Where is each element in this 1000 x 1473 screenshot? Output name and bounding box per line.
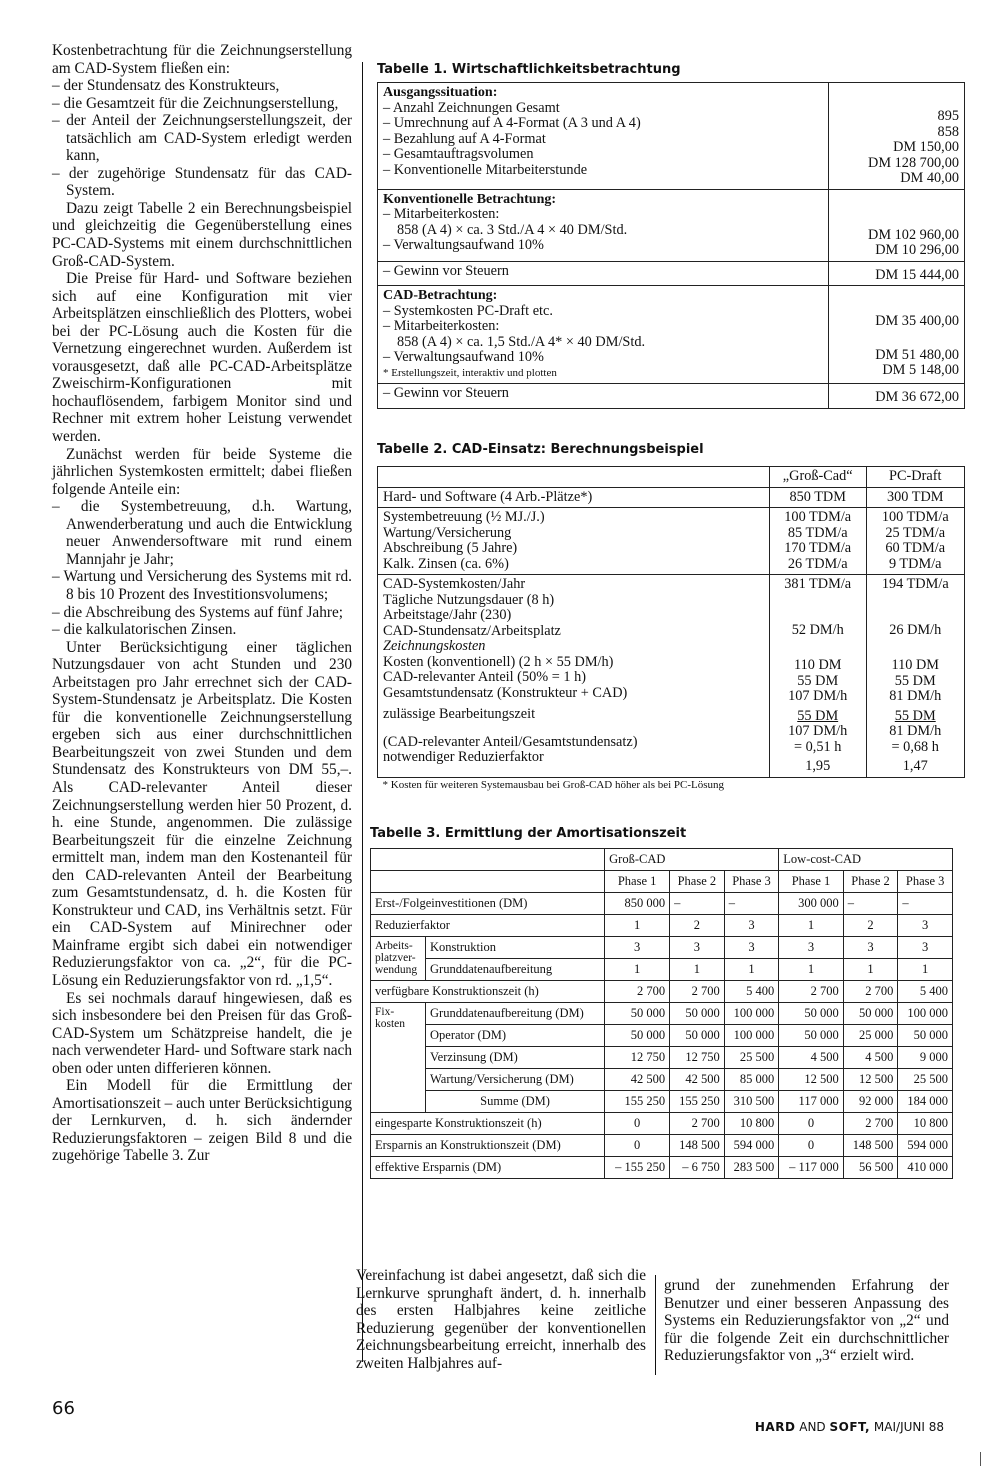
magazine-name-hard: HARD <box>754 1420 796 1434</box>
line: – Mitarbeiterkosten: <box>383 206 500 222</box>
value: 85 TDM/a <box>787 524 848 541</box>
table-cell <box>769 575 866 778</box>
table-row <box>371 937 953 959</box>
value: DM 10 296,00 <box>875 242 959 258</box>
table-cell: 850 000 <box>605 893 670 915</box>
left-text-column <box>52 42 352 1165</box>
value: 55 DM <box>894 707 936 724</box>
row-label: effektive Ersparnis (DM) <box>371 1157 605 1179</box>
lower-right-text <box>664 1277 949 1365</box>
row-label: Operator (DM) <box>426 1025 605 1047</box>
line: Tägliche Nutzungsdauer (8 h) <box>383 591 555 608</box>
table1 <box>377 82 965 409</box>
table-cell: 3 <box>670 937 725 959</box>
value: 858 <box>937 123 959 140</box>
value: 26 DM/h <box>889 621 942 638</box>
value: 110 DM <box>793 657 842 673</box>
table-cell: 56 500 <box>843 1157 898 1179</box>
footnote: * Kosten für weiteren Systemausbau bei Groß-CAD höher als bei PC-Lösung <box>382 778 725 791</box>
table-cell: 2 <box>843 915 898 937</box>
table-cell <box>378 83 829 190</box>
value: DM 150,00 <box>893 139 959 155</box>
table-cell: 2 700 <box>843 1113 898 1135</box>
table-cell: 50 000 <box>779 1025 843 1047</box>
table-cell: 100 000 <box>724 1025 779 1047</box>
table-cell: 1 <box>670 959 725 981</box>
value: 107 DM/h <box>788 723 848 739</box>
table-cell <box>378 467 770 488</box>
line: 858 (A 4) × ca. 1,5 Std./A 4* × 40 DM/Std. <box>397 333 646 350</box>
table-cell: 9 000 <box>898 1047 953 1069</box>
table-cell: 3 <box>843 937 898 959</box>
table-cell: 184 000 <box>898 1091 953 1113</box>
table-row <box>371 1025 953 1047</box>
value: 55 DM <box>797 672 839 689</box>
row-label: eingesparte Konstruktionszeit (h) <box>371 1113 605 1135</box>
table-row <box>371 893 953 915</box>
table-cell: 155 250 <box>605 1091 670 1113</box>
table-cell: 594 000 <box>724 1135 779 1157</box>
table-cell: 1 <box>605 915 670 937</box>
table-cell <box>371 871 605 893</box>
line: Zeichnungskosten <box>383 638 486 654</box>
line: – Bezahlung auf A 4-Format <box>383 130 546 147</box>
value: 26 TDM/a <box>787 555 848 572</box>
table-cell: 50 000 <box>670 1003 725 1025</box>
value: = 0,51 h <box>794 738 842 755</box>
table-row <box>371 1003 953 1025</box>
table-cell: 0 <box>779 1113 843 1135</box>
column-header: Phase 3 <box>724 871 779 893</box>
table-cell: 1 <box>843 959 898 981</box>
table-cell: 1 <box>605 959 670 981</box>
line: notwendiger Reduzierfaktor <box>383 749 544 765</box>
table-cell: 50 000 <box>605 1025 670 1047</box>
table-cell: 1 <box>779 959 843 981</box>
lower-middle-text <box>356 1267 646 1372</box>
value: 170 TDM/a <box>784 540 852 556</box>
table-cell: 12 500 <box>843 1069 898 1091</box>
list-item: – die Abschreibung des Systems auf fünf Jahre; <box>52 603 344 621</box>
column-header: Phase 1 <box>605 871 670 893</box>
table-cell: 2 700 <box>843 981 898 1003</box>
table-cell: 1 <box>898 959 953 981</box>
table1-caption: Tabelle 1. Wirtschaftlichkeitsbetrachtung <box>377 62 681 77</box>
table-cell <box>378 189 829 261</box>
table-cell: 3 <box>605 937 670 959</box>
line: Kosten (konventionell) (2 h × 55 DM/h) <box>383 653 614 670</box>
table-cell: 310 500 <box>724 1091 779 1113</box>
value: 81 DM/h <box>889 723 942 739</box>
line: – Verwaltungsaufwand 10% <box>383 237 544 253</box>
table-cell: 3 <box>898 937 953 959</box>
line: Wartung/Versicherung <box>383 524 512 541</box>
table-cell: 850 TDM <box>769 487 866 508</box>
table-row <box>371 981 953 1003</box>
table-cell: – <box>898 893 953 915</box>
table-row <box>378 487 965 508</box>
table-cell: – <box>843 893 898 915</box>
table-cell: 50 000 <box>898 1025 953 1047</box>
table-cell <box>378 261 829 286</box>
table-cell <box>866 575 965 778</box>
table-cell: 3 <box>779 937 843 959</box>
table-cell: 50 000 <box>670 1025 725 1047</box>
table-cell: 100 000 <box>724 1003 779 1025</box>
table-cell <box>828 83 964 190</box>
table-cell <box>828 286 964 384</box>
paragraph: Ein Modell für die Ermittlung der Amortisationszeit – auch unter Berücksichtigung der Lernkurven, d. h. sich ändernder Reduzierungsfaktoren – zeigen Bild 8 und die zugehörige Tabelle 3. Zur <box>52 1077 352 1165</box>
line: 858 (A 4) × ca. 3 Std./A 4 × 40 DM/Std. <box>397 221 628 238</box>
line: – Mitarbeiterkosten: <box>383 318 500 334</box>
table-row <box>371 1113 953 1135</box>
paragraph: Dazu zeigt Tabelle 2 ein Berechnungsbeispiel und gleichzeitig die Gegenüberstellung eines PC-CAD-Systems mit einem durchschnittlichen Groß-CAD-System. <box>52 199 352 270</box>
table-cell: Hard- und Software (4 Arb.-Plätze*) <box>378 487 770 508</box>
table-cell <box>828 261 964 286</box>
table-row <box>371 959 953 981</box>
table-cell: 25 500 <box>724 1047 779 1069</box>
table-cell: 117 000 <box>779 1091 843 1113</box>
table-cell: 594 000 <box>898 1135 953 1157</box>
table-cell: 410 000 <box>898 1157 953 1179</box>
table-cell: 2 <box>670 915 725 937</box>
table-cell: 1 <box>724 959 779 981</box>
table-row <box>378 286 965 384</box>
paragraph: grund der zunehmenden Erfahrung der Benutzer und einer besseren Anpassung des Systems ein Reduzierungsfaktor von „2“ und für die folgende Zeit ein durchschnittlicher Reduzierungsfaktor von „3“ erzielt wird. <box>664 1277 949 1365</box>
table-cell: 4 500 <box>779 1047 843 1069</box>
paragraph: Vereinfachung ist dabei angesetzt, daß sich die Lernkurve sprunghaft ändert, d. h. innerhalb des ersten Halbjahres keine zeitliche Reduzierung gegenüber der konventionellen Zeichnungsbearbeitung erreicht, innerhalb des zweiten Halbjahres auf- <box>356 1267 646 1372</box>
line: – Systemkosten PC-Draft etc. <box>383 302 553 319</box>
table-row <box>378 384 965 409</box>
column-rule <box>362 62 363 1362</box>
table-cell <box>371 849 605 871</box>
table-cell: – 6 750 <box>670 1157 725 1179</box>
row-label: Reduzierfaktor <box>371 915 605 937</box>
table-cell <box>378 508 770 575</box>
table-cell: 5 400 <box>724 981 779 1003</box>
line: – Verwaltungsaufwand 10% <box>383 349 544 365</box>
table-cell <box>378 575 770 778</box>
table-cell: 148 500 <box>670 1135 725 1157</box>
column-rule <box>655 1275 656 1375</box>
value: 25 TDM/a <box>885 524 946 541</box>
table-cell <box>866 508 965 575</box>
table-row <box>371 1069 953 1091</box>
list-item: – der Stundensatz des Konstrukteurs, <box>52 77 280 95</box>
table-cell <box>378 286 829 384</box>
column-header: PC-Draft <box>866 467 965 488</box>
line: – Anzahl Zeichnungen Gesamt <box>383 99 560 116</box>
line: – Konventionelle Mitarbeiterstunde <box>383 161 588 178</box>
row-group-label: Fix-kosten <box>371 1003 426 1113</box>
value: 381 TDM/a <box>784 576 852 592</box>
table-cell <box>828 189 964 261</box>
table-row <box>371 1091 953 1113</box>
table-cell <box>378 384 829 409</box>
paragraph: Unter Berücksichtigung einer täglichen Nutzungsdauer von acht Stunden und 230 Arbeitstagen pro Jahr errechnet sich der CAD-System-Stundensatz je Arbeitsplatz. Die Kosten für die konventionelle Zeichnungserstellung ergeben sich aus einer durchschnittlichen Bearbeitungszeit von zwei Stunden und dem Stundensatz des Konstrukteurs von DM 55,–. Als CAD-relevanter Anteil dieser Zeichnungserstellung werden hier 50 Prozent, d. h. eine Stunde, angenommen. Die zulässige Bearbeitungszeit für die einzelne Zeichnung ermittelt man, indem man den Kostenanteil für den CAD-relevanten Anteil der Bearbeitung zum Gesamtstundensatz, d. h. die Kosten für Konstrukteur und CAD, ins Verhältnis setzt. Für ein CAD-System auf Minirechner oder Mainframe ergibt sich dabei ein notwendiger Reduzierungsfaktor von ca. „2“, für die PC-Lösung ein Reduzierungsfaktor von rd. „1,5“. <box>52 638 352 989</box>
section-heading: Konventionelle Betrachtung: <box>383 191 557 207</box>
table-cell: 25 000 <box>843 1025 898 1047</box>
table-cell: 25 500 <box>898 1069 953 1091</box>
line: Abschreibung (5 Jahre) <box>383 540 518 556</box>
row-label: Grunddatenaufbereitung (DM) <box>426 1003 605 1025</box>
list-item: – die Gesamtzeit für die Zeichnungserstellung, <box>52 94 339 112</box>
row-label: Summe (DM) <box>426 1091 605 1113</box>
value: 1,47 <box>902 758 928 774</box>
table-cell: 100 000 <box>898 1003 953 1025</box>
line: – Gewinn vor Steuern <box>383 385 509 401</box>
value: 52 DM/h <box>791 621 844 638</box>
row-group-label: Arbeits-platzver-wendung <box>371 937 426 981</box>
magazine-footer <box>755 1420 944 1434</box>
paragraph: Die Preise für Hard- und Software beziehen sich auf eine Konfiguration mit vier Arbeitsplätzen einschließlich des Plotters, wobei bei der PC-Lösung auch die Kosten für die Vernetzung eingerechnet wurden. Außerdem ist vorausgesetzt, daß alle PC-CAD-Arbeitsplätze Zweischirm-Konfigurationen mit hochauflösendem, farbigem Monitor sind und Rechner mit extrem hoher Leistung verwendet werden. <box>52 270 352 446</box>
table-row <box>378 777 965 795</box>
value: DM 36 672,00 <box>875 389 959 405</box>
column-header: Phase 2 <box>670 871 725 893</box>
value: 55 DM <box>797 707 839 724</box>
value: 107 DM/h <box>788 688 848 704</box>
table-cell: 5 400 <box>898 981 953 1003</box>
table-cell: – <box>724 893 779 915</box>
footnote: * Erstellungszeit, interaktiv und plotten <box>383 366 557 379</box>
table-cell: 0 <box>605 1113 670 1135</box>
value: 60 TDM/a <box>885 540 946 556</box>
row-label: Ersparnis an Konstruktionszeit (DM) <box>371 1135 605 1157</box>
table-cell: 2 700 <box>670 981 725 1003</box>
column-header: Phase 1 <box>779 871 843 893</box>
value: 81 DM/h <box>889 688 942 704</box>
table-cell: – <box>670 893 725 915</box>
list-item: – der zugehörige Stundensatz für das CAD-System. <box>52 164 352 200</box>
table-cell: 92 000 <box>843 1091 898 1113</box>
value: 100 TDM/a <box>881 509 949 525</box>
table-cell: 12 500 <box>779 1069 843 1091</box>
magazine-name-soft: SOFT, <box>829 1420 871 1434</box>
table-cell: 0 <box>605 1135 670 1157</box>
table-cell: 283 500 <box>724 1157 779 1179</box>
line: zulässige Bearbeitungszeit <box>383 706 536 722</box>
line: CAD-Stundensatz/Arbeitsplatz <box>383 622 561 639</box>
value: 1,95 <box>805 758 831 774</box>
value: DM 15 444,00 <box>875 266 959 283</box>
table-cell: 300 TDM <box>866 487 965 508</box>
table3-caption: Tabelle 3. Ermittlung der Amortisationszeit <box>370 826 687 841</box>
row-label: Konstruktion <box>426 937 605 959</box>
table-cell: 85 000 <box>724 1069 779 1091</box>
line: – Umrechnung auf A 4-Format (A 3 und A 4) <box>383 115 641 131</box>
table-cell: 12 750 <box>670 1047 725 1069</box>
table-row <box>371 871 953 893</box>
value: 55 DM <box>894 672 936 689</box>
row-label: Wartung/Versicherung (DM) <box>426 1069 605 1091</box>
column-header: Phase 2 <box>843 871 898 893</box>
paragraph: Es sei nochmals darauf hingewiesen, daß es sich insbesondere bei den Preisen für das Groß-CAD-System um Schätzpreise handelt, die je nach verwendeter Hard- und Software stark nach oben oder unten differieren können. <box>52 989 352 1077</box>
table-cell <box>769 508 866 575</box>
value: DM 102 960,00 <box>868 226 959 243</box>
table-cell: – 117 000 <box>779 1157 843 1179</box>
section-heading: Ausgangssituation: <box>383 85 498 100</box>
table-cell: 50 000 <box>779 1003 843 1025</box>
value: = 0,68 h <box>891 738 939 755</box>
value: DM 35 400,00 <box>875 313 959 329</box>
table-cell: 10 800 <box>724 1113 779 1135</box>
line: Arbeitstage/Jahr (230) <box>383 607 512 623</box>
line: CAD-Systemkosten/Jahr <box>383 576 526 592</box>
crop-mark <box>980 1452 981 1466</box>
table3 <box>370 848 953 1179</box>
table-cell: 50 000 <box>843 1003 898 1025</box>
table-cell: 2 700 <box>670 1113 725 1135</box>
line: (CAD-relevanter Anteil/Gesamtstundensatz) <box>383 733 638 750</box>
table-cell: 3 <box>898 915 953 937</box>
table-row <box>378 467 965 488</box>
line: Systembetreuung (½ MJ./J.) <box>383 509 545 525</box>
column-header: „Groß-Cad“ <box>769 467 866 488</box>
table-cell: 42 500 <box>605 1069 670 1091</box>
table-cell: 50 000 <box>605 1003 670 1025</box>
table-cell: 300 000 <box>779 893 843 915</box>
row-label: Erst-/Folgeinvestitionen (DM) <box>371 893 605 915</box>
table-row <box>378 575 965 778</box>
table-row <box>378 261 965 286</box>
line: – Gewinn vor Steuern <box>383 262 509 279</box>
table-row <box>371 915 953 937</box>
magazine-name-and: AND <box>799 1420 826 1434</box>
column-header: Phase 3 <box>898 871 953 893</box>
table-cell: 3 <box>724 915 779 937</box>
issue-date: MAI/JUNI 88 <box>873 1420 944 1434</box>
table-cell: 10 800 <box>898 1113 953 1135</box>
group-header: Low-cost-CAD <box>779 849 953 871</box>
row-label: verfügbare Konstruktionszeit (h) <box>371 981 605 1003</box>
table2-caption: Tabelle 2. CAD-Einsatz: Berechnungsbeispiel <box>377 442 704 457</box>
paragraph: Kostenbetrachtung für die Zeichnungserstellung am CAD-System fließen ein: <box>52 42 352 77</box>
table-cell: 4 500 <box>843 1047 898 1069</box>
list-item: – die Systembetreuung, d.h. Wartung, Anwenderberatung und auch die Entwicklung neuer Anwendersoftware mit rund einem Mannjahr je Jahr; <box>52 498 352 568</box>
table-cell: 42 500 <box>670 1069 725 1091</box>
table-cell: 148 500 <box>843 1135 898 1157</box>
value: DM 5 148,00 <box>882 362 959 378</box>
list-item: – Wartung und Versicherung des Systems mit rd. 8 bis 10 Prozent des Investitionsvolumens; <box>52 568 352 603</box>
table-row <box>371 1135 953 1157</box>
table-cell: 3 <box>724 937 779 959</box>
table-cell: 2 700 <box>779 981 843 1003</box>
table-row <box>378 189 965 261</box>
page-number: 66 <box>52 1398 75 1419</box>
row-label: Grunddatenaufbereitung <box>426 959 605 981</box>
list-item: – die kalkulatorischen Zinsen. <box>52 621 237 639</box>
value: DM 51 480,00 <box>875 346 959 363</box>
value: DM 40,00 <box>900 170 959 186</box>
line: Gesamtstundensatz (Konstrukteur + CAD) <box>383 684 628 701</box>
row-label: Verzinsung (DM) <box>426 1047 605 1069</box>
value: 100 TDM/a <box>784 509 852 525</box>
table-cell: 12 750 <box>605 1047 670 1069</box>
table-row <box>378 508 965 575</box>
line: – Gesamtauftragsvolumen <box>383 146 534 162</box>
table-row <box>378 83 965 190</box>
list-item: – der Anteil der Zeichnungserstellungszeit, der tatsächlich am CAD-System erledigt werden kann, <box>52 112 352 165</box>
table-cell: 1 <box>779 915 843 937</box>
group-header: Groß-CAD <box>605 849 779 871</box>
line: CAD-relevanter Anteil (50% = 1 h) <box>383 669 586 685</box>
table-row <box>371 1157 953 1179</box>
value: 895 <box>937 108 959 124</box>
line: Kalk. Zinsen (ca. 6%) <box>383 555 509 572</box>
value: DM 128 700,00 <box>868 154 959 171</box>
table-cell: – 155 250 <box>605 1157 670 1179</box>
value: 9 TDM/a <box>888 555 942 572</box>
table-cell: 155 250 <box>670 1091 725 1113</box>
paragraph: Zunächst werden für beide Systeme die jährlichen Systemkosten ermittelt; dabei fließen folgende Anteile ein: <box>52 445 352 498</box>
value: 110 DM <box>891 657 940 673</box>
table-row <box>371 1047 953 1069</box>
section-heading: CAD-Betrachtung: <box>383 288 498 303</box>
table-row <box>371 849 953 871</box>
table-cell: 2 700 <box>605 981 670 1003</box>
table-cell <box>828 384 964 409</box>
value: 194 TDM/a <box>881 576 949 592</box>
table-cell: 0 <box>779 1135 843 1157</box>
table2 <box>377 466 965 795</box>
